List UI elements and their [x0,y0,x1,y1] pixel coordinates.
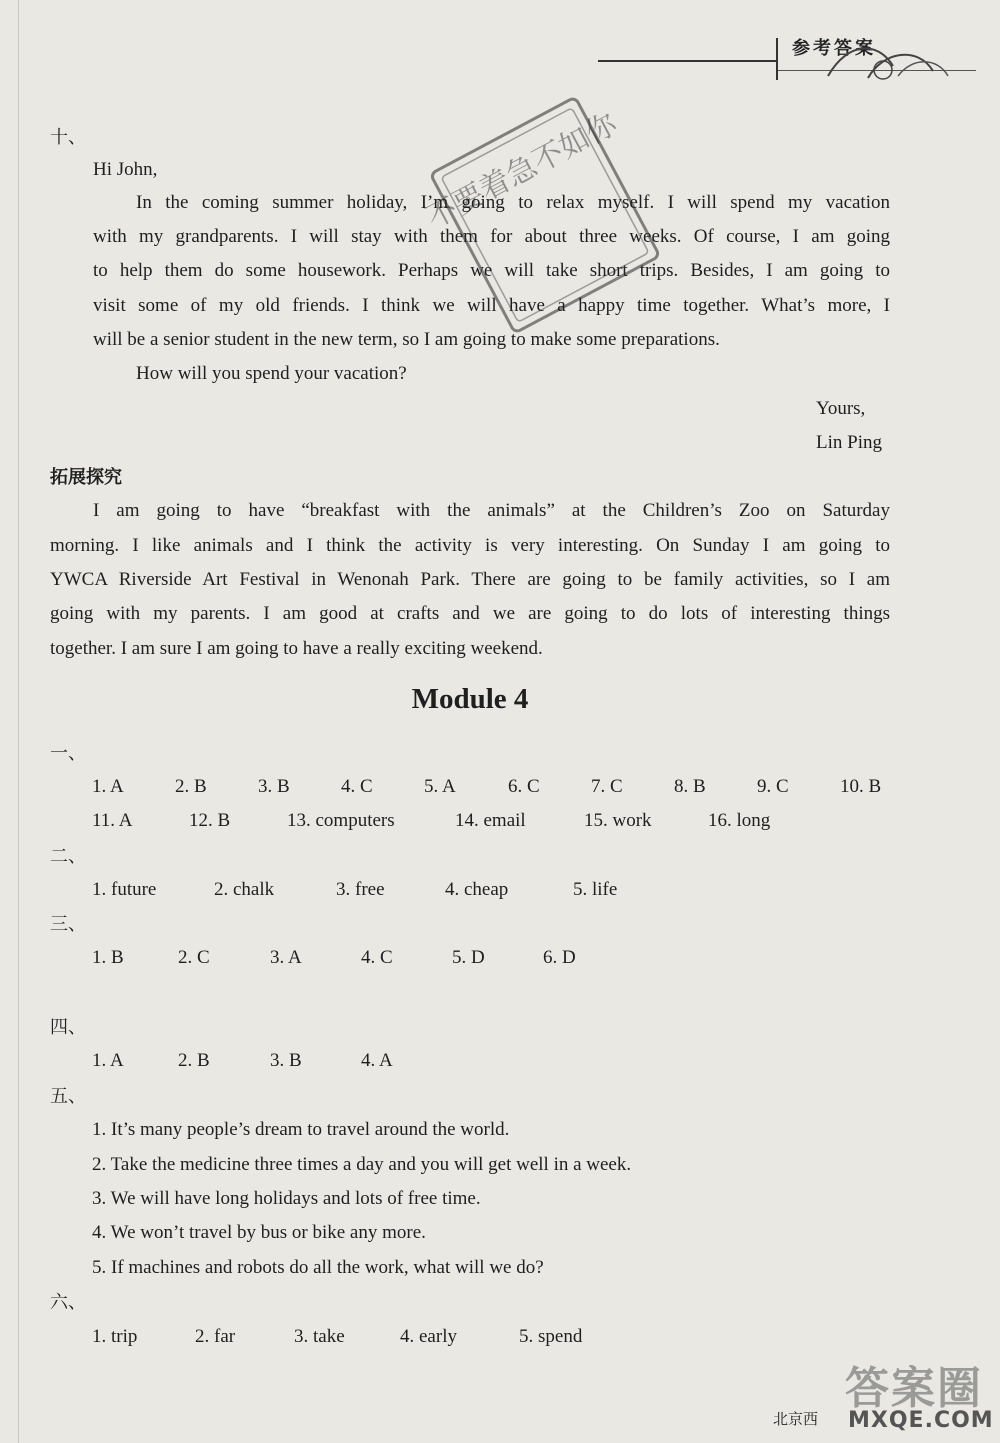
answer-item: 2. B [178,1050,210,1071]
section-5-item-5: 5. If machines and robots do all the work, what will we do? [92,1257,544,1278]
answer-item: 5. spend [519,1326,583,1347]
letter-line-1: In the coming summer holiday, I’m going to relax myself. I will spend my vacation [136,192,890,213]
answer-item: 3. B [270,1050,302,1071]
section-5-label: 五、 [50,1086,86,1107]
letter-line-5: will be a senior student in the new term, so I am going to make some preparations. [93,329,720,350]
answer-item: 9. C [757,776,789,797]
section-5-item-3: 3. We will have long holidays and lots of free time. [92,1188,481,1209]
answer-item: 4. A [361,1050,393,1071]
stamp-text: 不要着急不如你 [420,106,623,237]
section-2-row [0,878,1000,902]
binding-margin-line [18,0,19,1443]
answer-item: 3. B [258,776,290,797]
site-logo-url: MXQE.COM [848,1408,994,1433]
section-4-label: 四、 [50,1017,86,1038]
answer-item: 11. A [92,810,133,831]
section-6-label: 六、 [50,1292,86,1313]
section-5-item-1: 1. It’s many people’s dream to travel around the world. [92,1119,510,1140]
answer-item: 6. D [543,947,576,968]
answer-item: 3. A [270,947,302,968]
section-1-label: 一、 [50,743,86,764]
answer-item: 7. C [591,776,623,797]
answer-item: 16. long [708,810,771,831]
answer-item: 2. far [195,1326,236,1347]
answer-item: 4. early [400,1326,457,1347]
answer-item: 2. C [178,947,210,968]
extension-line-3: YWCA Riverside Art Festival in Wenonah Park. There are going to be family activities, so I am [50,569,890,590]
answer-item: 2. chalk [214,879,275,900]
header-tick [776,38,778,80]
letter-greeting: Hi John, [93,159,158,180]
answer-item: 5. D [452,947,485,968]
answer-item: 8. B [674,776,706,797]
answer-item: 3. free [336,879,385,900]
site-logo: 答案圈 [845,1363,983,1414]
header-title: 参考答案 [792,38,876,59]
section-6-row [0,1325,1000,1349]
module-title: Module 4 [411,683,529,715]
letter-line-3: to help them do some housework. Perhaps we will take short trips. Besides, I am going to [93,260,890,281]
section-5-item-2: 2. Take the medicine three times a day and you will get well in a week. [92,1154,632,1175]
answer-item: 4. C [341,776,373,797]
letter-line-2: with my grandparents. I will stay with them for about three weeks. Of course, I am going [93,226,890,247]
footer-publisher: 北京西 [773,1410,819,1428]
section-5-item-4: 4. We won’t travel by bus or bike any more. [92,1222,426,1243]
answer-item: 5. A [424,776,456,797]
answer-item: 3. take [294,1326,345,1347]
answer-item: 12. B [189,810,231,831]
answer-item: 10. B [840,776,882,797]
letter-line-6: How will you spend your vacation? [136,363,407,384]
answer-item: 5. life [573,879,618,900]
section-10-label: 十、 [50,127,86,148]
extension-heading: 拓展探究 [50,467,122,488]
section-3-label: 三、 [50,914,86,935]
answer-item: 4. C [361,947,393,968]
answer-item: 13. computers [287,810,395,831]
section-4-row [0,1049,1000,1073]
answer-item: 4. cheap [445,879,509,900]
answer-item: 1. A [92,776,124,797]
letter-closing: Yours, [816,398,866,419]
extension-line-2: morning. I like animals and I think the activity is very interesting. On Sunday I am going to [50,535,890,556]
letter-line-4: visit some of my old friends. I think we will have a happy time together. What’s more, I [93,295,890,316]
extension-line-4: going with my parents. I am good at crafts and we are going to do lots of interesting things [50,603,890,624]
section-1-row-1 [0,775,1000,799]
header-swirl-icon [808,36,958,86]
extension-line-5: together. I am sure I am going to have a really exciting weekend. [50,638,543,659]
answer-item: 1. A [92,1050,124,1071]
section-3-row [0,946,1000,970]
answer-item: 1. future [92,879,157,900]
extension-line-1: I am going to have “breakfast with the animals” at the Children’s Zoo on Saturday [93,500,890,521]
answer-item: 1. trip [92,1326,138,1347]
letter-signature: Lin Ping [816,432,882,453]
answer-item: 15. work [584,810,652,831]
header-rule [598,60,776,62]
answer-item: 1. B [92,947,124,968]
section-1-row-2 [0,809,1000,833]
answer-item: 6. C [508,776,540,797]
section-2-label: 二、 [50,846,86,867]
answer-item: 2. B [175,776,207,797]
answer-item: 14. email [455,810,526,831]
